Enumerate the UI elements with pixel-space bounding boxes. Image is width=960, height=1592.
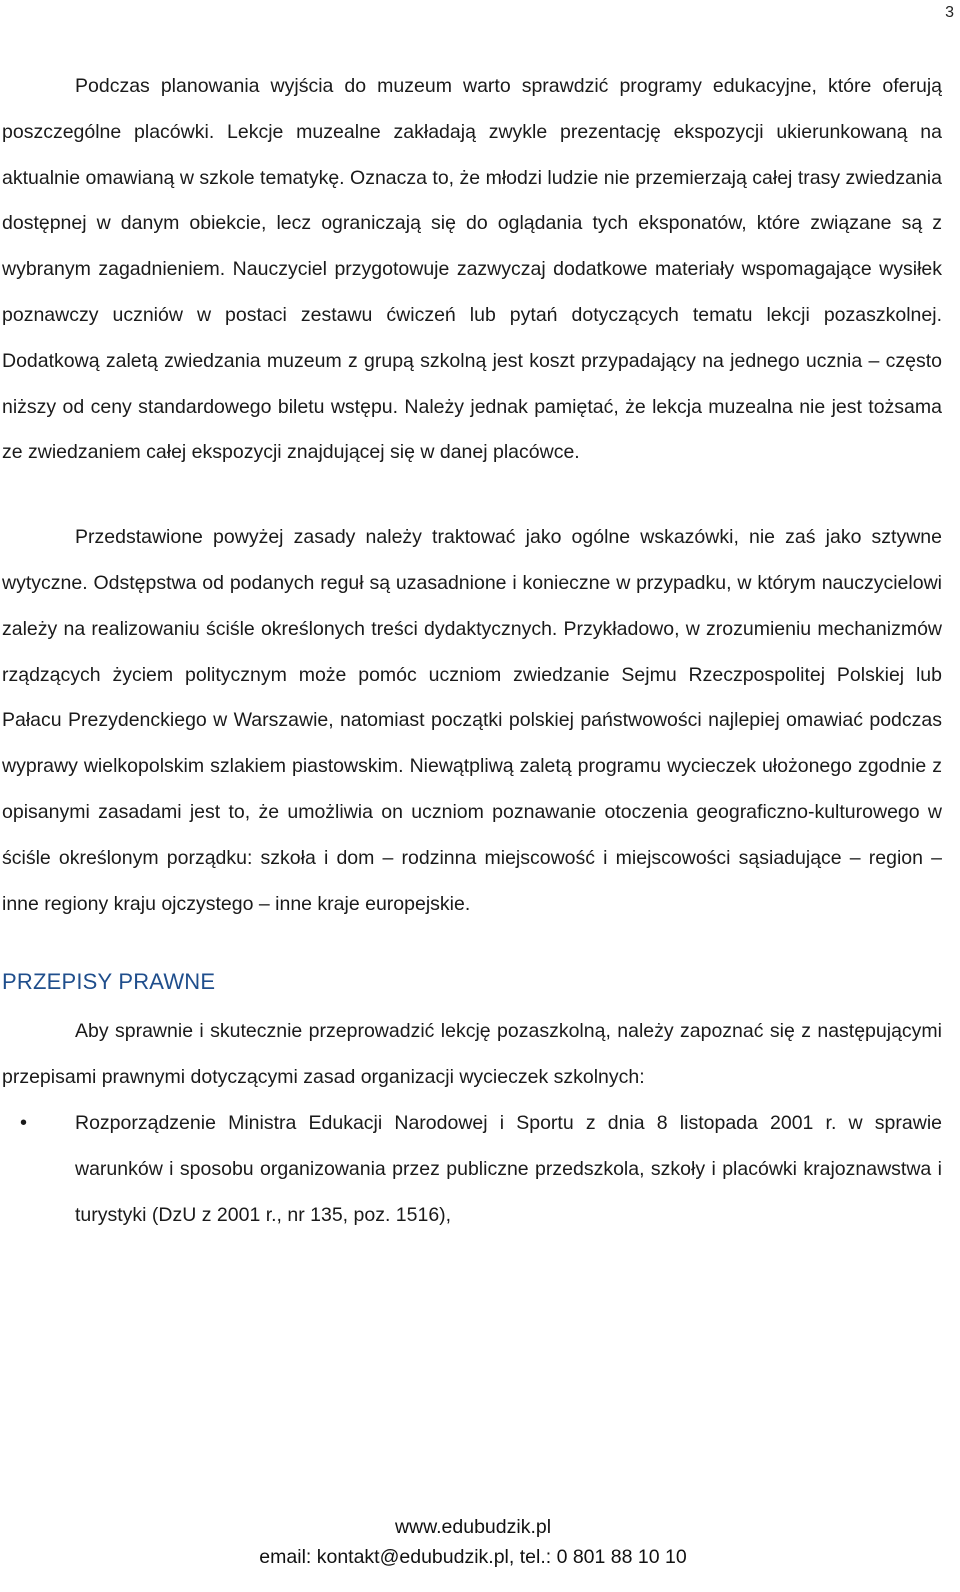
footer-website: www.edubudzik.pl <box>394 1516 552 1538</box>
footer-contact: email: kontakt@edubudzik.pl, tel.: 0 801 88 10 10 <box>259 1546 687 1568</box>
list-item-text: Rozporządzenie Ministra Edukacji Narodowej i Sportu z dnia 8 listopada 2001 r. w sprawie warunków i sposobu organizowania przez publiczne przedszkola, szkoły i placówki krajoznawstwa i turystyki (DzU z 2001 r., nr 135, poz. 1516), <box>75 1111 942 1226</box>
section-heading-legal: PRZEPISY PRAWNE <box>2 969 216 995</box>
legal-regulations-list <box>2 1101 942 1238</box>
page-footer <box>0 1512 946 1572</box>
document-body <box>2 64 942 1238</box>
section-intro: Aby sprawnie i skutecznie przeprowadzić lekcję pozaszkolną, należy zapoznać się z następującymi przepisami prawnymi dotyczącymi zasad organizacji wycieczek szkolnych: <box>2 1020 942 1089</box>
bullet-icon: • <box>20 1111 28 1134</box>
paragraph-museum-lessons: Podczas planowania wyjścia do muzeum warto sprawdzić programy edukacyjne, które oferują poszczególne placówki. Lekcje muzealne zakładają zwykle prezentację ekspozycji ukierunkowaną na aktualnie omawianą w szkole tematykę. Oznacza to, że młodzi ludzie nie przemierzają całej trasy zwiedzania dostępnej w danym obiekcie, lecz ograniczają się do oglądania tych eksponatów, które związane są z wybranym zagadnieniem. Nauczyciel przygotowuje zazwyczaj dodatkowe materiały wspomagające wysiłek poznawczy uczniów w postaci zestawu ćwiczeń lub pytań dotyczących tematu lekcji pozaszkolnej. Dodatkową zaletą zwiedzania muzeum z grupą szkolną jest koszt przypadający na jednego ucznia – często niższy od ceny standardowego biletu wstępu. Należy jednak pamiętać, że lekcja muzealna nie jest tożsama ze zwiedzaniem całej ekspozycji znajdującej się w danej placówce. <box>2 75 942 464</box>
page-number: 3 <box>945 4 954 21</box>
paragraph-guidelines: Przedstawione powyżej zasady należy traktować jako ogólne wskazówki, nie zaś jako sztywne wytyczne. Odstępstwa od podanych reguł są uzasadnione i konieczne w przypadku, w którym nauczycielowi zależy na realizowaniu ściśle określonych treści dydaktycznych. Przykładowo, w zrozumieniu mechanizmów rządzących życiem politycznym może pomóc uczniom zwiedzanie Sejmu Rzeczpospolitej Polskiej lub Pałacu Prezydenckiego w Warszawie, natomiast początki polskiej państwowości najlepiej omawiać podczas wyprawy wielkopolskim szlakiem piastowskim. Niewątpliwą zaletą programu wycieczek ułożonego zgodnie z opisanymi zasadami jest to, że umożliwia on uczniom poznawanie otoczenia geograficzno-kulturowego w ściśle określonym porządku: szkoła i dom – rodzinna miejscowość i miejscowości sąsiadujące – region – inne regiony kraju ojczystego – inne kraje europejskie. <box>2 526 942 915</box>
list-item <box>2 1101 942 1238</box>
